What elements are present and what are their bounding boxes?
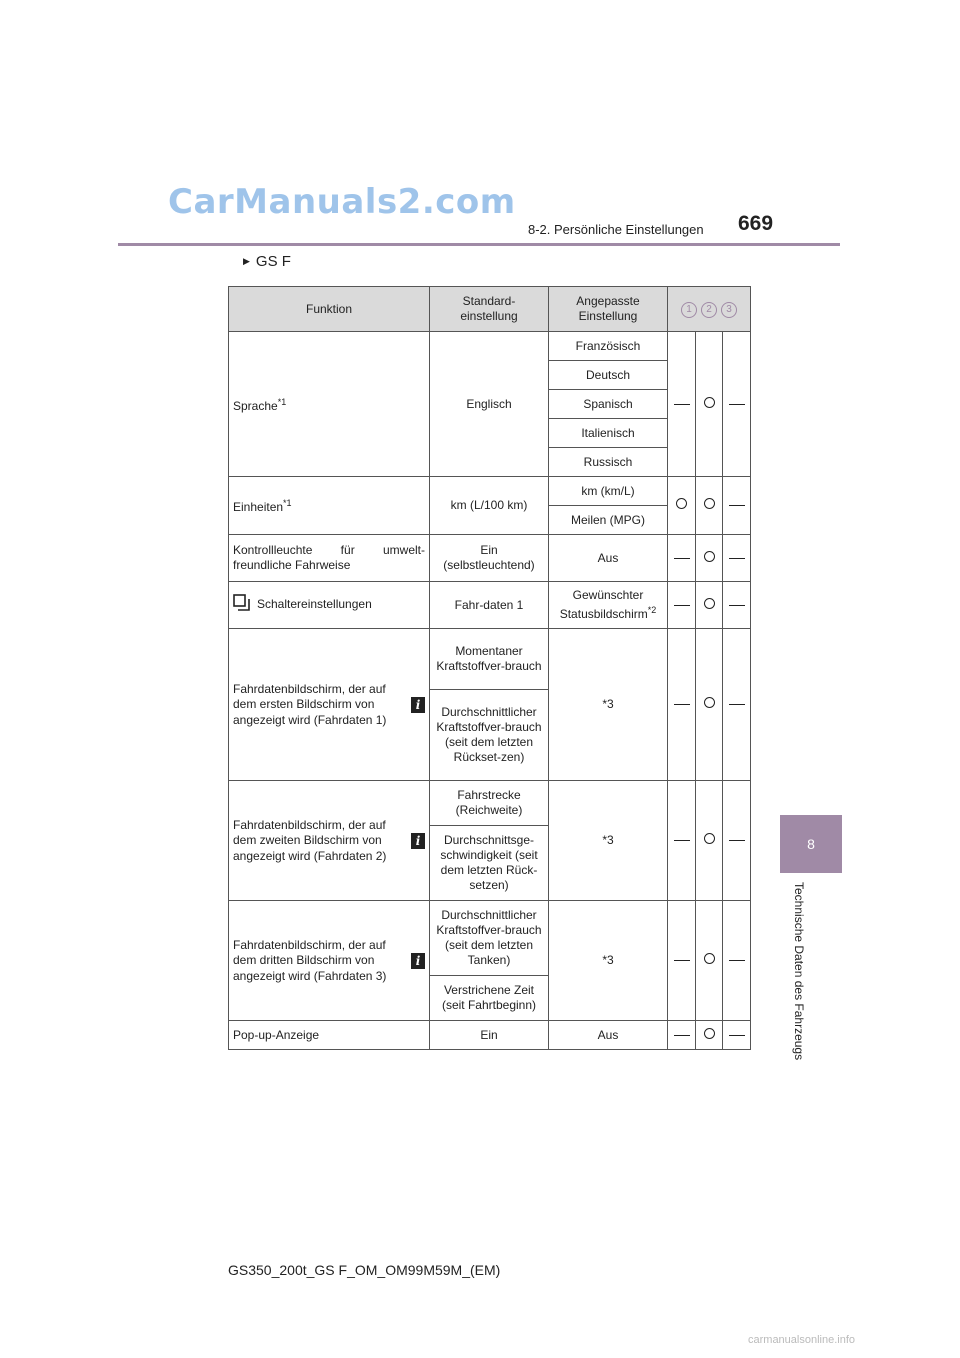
popup-custom: Aus [549,1021,668,1050]
section-label-text: GS F [255,253,291,270]
circle-mark [696,781,723,901]
watermark-logo: CarManuals2.com [168,182,516,222]
table-row [229,477,751,506]
fd3-default: Verstrichene Zeit (seit Fahrtbeginn) [430,976,549,1021]
fd1-default: Durchschnittlicher Kraftstoffver-brauch (seit dem letzten Rückset-zen) [430,690,549,781]
dash-mark [668,901,696,1021]
num-1: 1 [681,302,697,318]
switch-settings-icon [233,594,251,616]
einheiten-default: km (L/100 km) [430,477,549,535]
footer-watermark: carmanualsonline.info [748,1334,856,1346]
dash-mark [668,582,696,629]
table-row [229,629,751,690]
table-row [229,535,751,582]
section-label [243,253,291,270]
popup-default: Ein [430,1021,549,1050]
sprache-label: Sprache$^{*1}$ [229,332,430,477]
popup-label: Pop-up-Anzeige [229,1021,430,1050]
sprache-option: Russisch [549,448,668,477]
table-header-row [229,287,751,332]
dash-mark [723,901,751,1021]
triangle-icon: ▶ [243,256,250,266]
schalter-custom: Gewünschter Statusbildschirm$^{*2}$ [549,582,668,629]
sprache-default: Englisch [430,332,549,477]
circle-mark [696,901,723,1021]
fd1-custom: *3 [549,629,668,781]
fd2-default: Fahrstrecke (Reichweite) [430,781,549,826]
dash-mark [723,332,751,477]
sprache-option: Französisch [549,332,668,361]
settings-table [228,286,751,1050]
dash-mark [668,629,696,781]
circle-mark [696,332,723,477]
chapter-tab: 8 [780,815,842,873]
einheiten-option: Meilen (MPG) [549,506,668,535]
num-2: 2 [701,302,717,318]
info-icon: i [411,697,425,713]
table-row [229,582,751,629]
fd1-label: Fahrdatenbildschirm, der auf dem ersten Bildschirm von i angezeigt wird (Fahrdaten 1) [229,629,430,781]
circle-mark [696,582,723,629]
header-nums [668,287,751,332]
sprache-option: Spanisch [549,390,668,419]
dash-mark [723,582,751,629]
kontroll-default: Ein (selbstleuchtend) [430,535,549,582]
fd2-custom: *3 [549,781,668,901]
info-icon: i [411,953,425,969]
fd2-default: Durchschnittsge-schwindigkeit (seit dem letzten Rück-setzen) [430,826,549,901]
header-function: Funktion [229,287,430,332]
kontroll-label: Kontrollleuchte für umwelt-freundliche Fahrweise [229,535,430,582]
fd3-label: Fahrdatenbildschirm, der auf dem dritten Bildschirm von i angezeigt wird (Fahrdaten 3) [229,901,430,1021]
dash-mark [723,781,751,901]
table-row [229,1021,751,1050]
circle-mark [696,535,723,582]
chapter-title: Technische Daten des Fahrzeugs [792,882,806,1061]
fd3-default: Durchschnittlicher Kraftstoffver-brauch (seit dem letzten Tanken) [430,901,549,976]
circle-mark [696,1021,723,1050]
dash-mark [723,535,751,582]
dash-mark [723,1021,751,1050]
fd2-label: Fahrdatenbildschirm, der auf dem zweiten Bildschirm von i angezeigt wird (Fahrdaten 2) [229,781,430,901]
fd1-default: Momentaner Kraftstoffver-brauch [430,629,549,690]
header-default: Standard-einstellung [430,287,549,332]
info-icon: i [411,833,425,849]
table-row [229,332,751,361]
dash-mark [668,535,696,582]
sprache-option: Deutsch [549,361,668,390]
dash-mark [723,477,751,535]
circle-mark [696,629,723,781]
circle-mark [696,477,723,535]
kontroll-custom: Aus [549,535,668,582]
dash-mark [723,629,751,781]
dash-mark [668,781,696,901]
table-row [229,901,751,976]
header-custom: Angepasste Einstellung [549,287,668,332]
page-number: 669 [738,212,774,235]
num-3: 3 [721,302,737,318]
header-rule [118,243,840,246]
dash-mark [668,1021,696,1050]
fd3-custom: *3 [549,901,668,1021]
footer-code: GS350_200t_GS F_OM_OM99M59M_(EM) [228,1262,501,1278]
dash-mark [668,332,696,477]
table-row [229,781,751,826]
section-header: 8-2. Persönliche Einstellungen [528,222,704,237]
sprache-option: Italienisch [549,419,668,448]
circle-mark [668,477,696,535]
schalter-default: Fahr-daten 1 [430,582,549,629]
einheiten-label: Einheiten$^{*1}$ [229,477,430,535]
einheiten-option: km (km/L) [549,477,668,506]
schalter-label: Schaltereinstellungen [229,582,430,629]
